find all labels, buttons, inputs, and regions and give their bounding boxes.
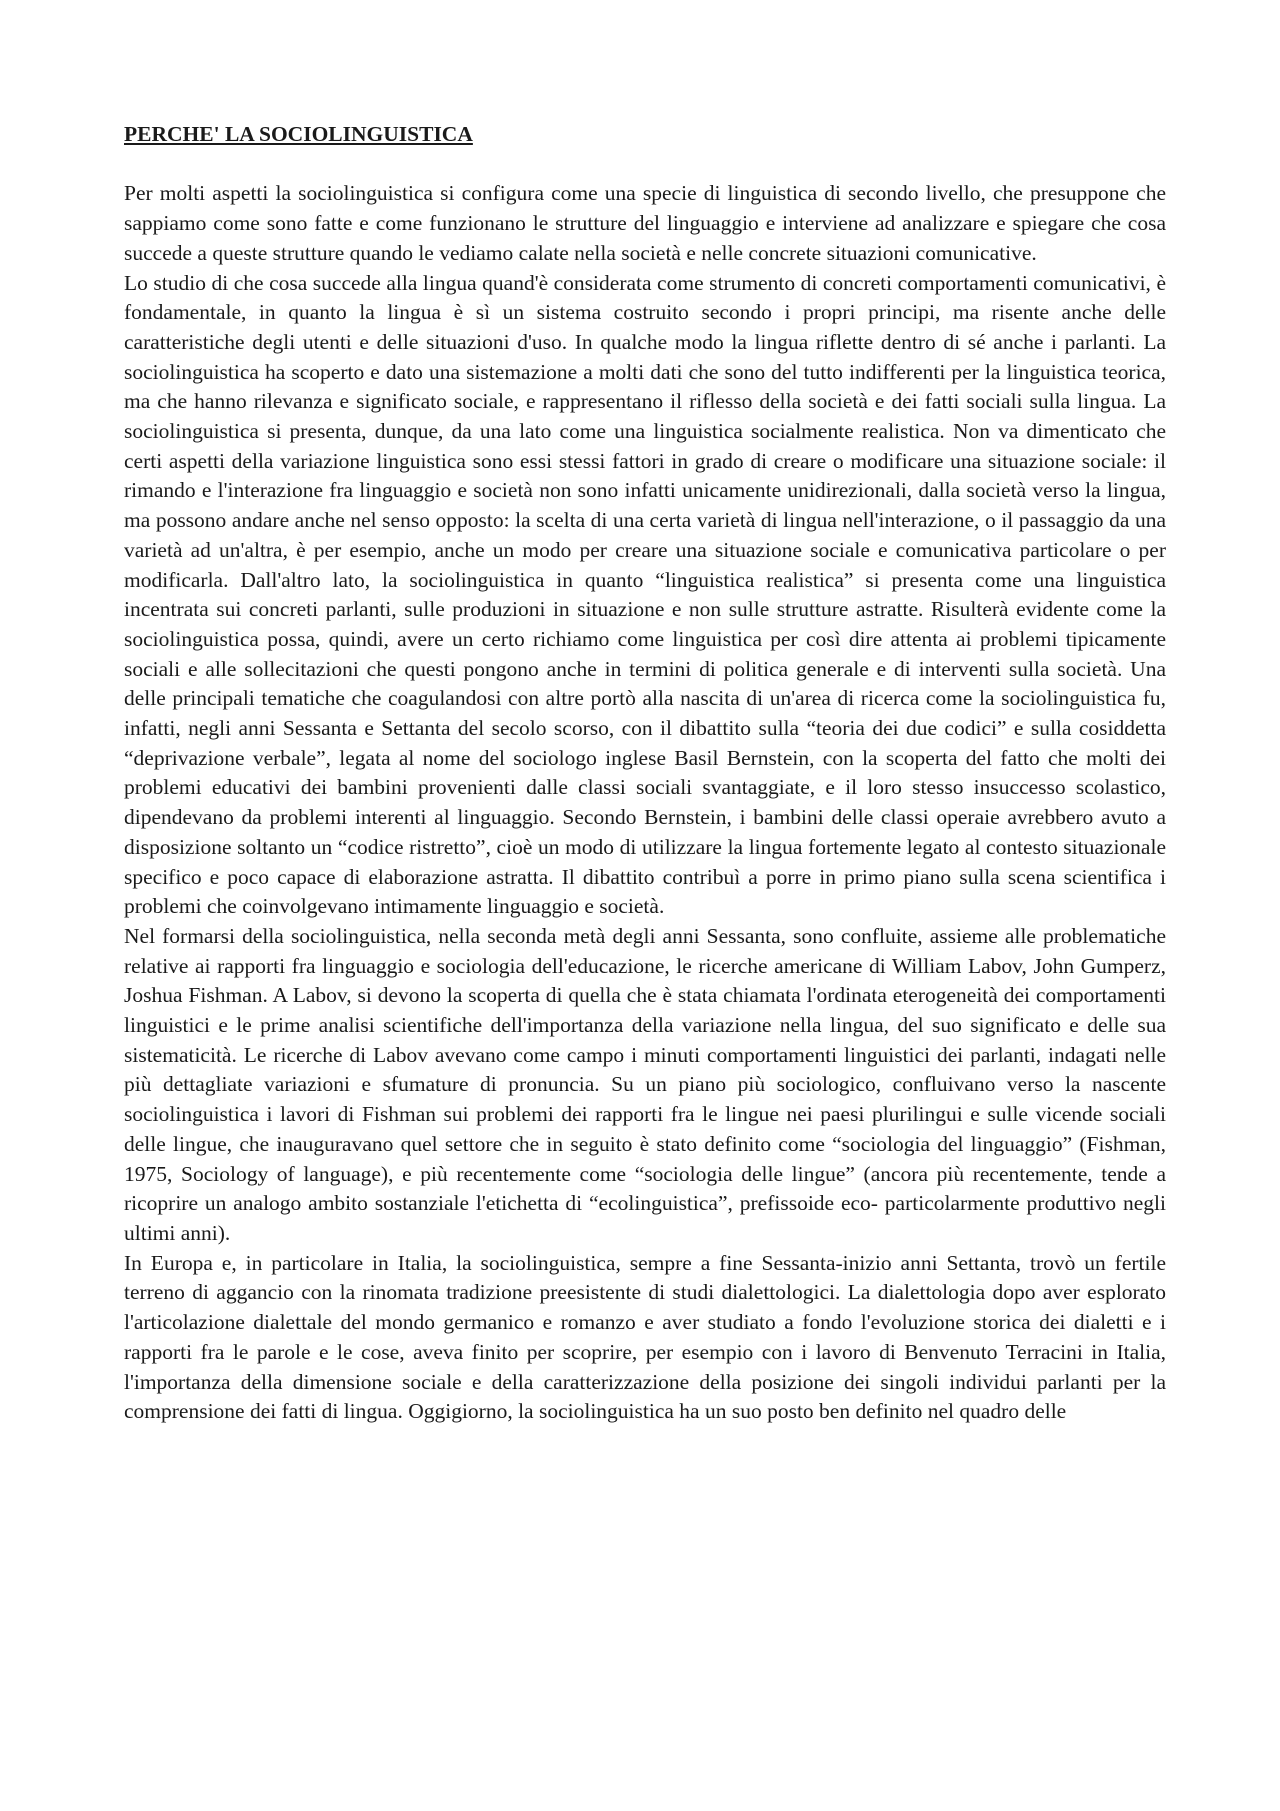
paragraph-2: Lo studio di che cosa succede alla lingua quand'è considerata come strumento di concreti comportamenti comunicativi, è fondamentale, in quanto la lingua è sì un sistema costruito secondo i propri principi, ma risente anche delle caratteristiche degli utenti e delle situazioni d'uso. In qualche modo la lingua riflette dentro di sé anche i parlanti. La sociolinguistica ha scoperto e dato una sistemazione a molti dati che sono del tutto indifferenti per la linguistica teorica, ma che hanno rilevanza e significato sociale, e rappresentano il riflesso della società e dei fatti sociali sulla lingua. La sociolinguistica si presenta, dunque, da una lato come una linguistica socialmente realistica. Non va dimenticato che certi aspetti della variazione linguistica sono essi stessi fattori in grado di creare o modificare una situazione sociale: il rimando e l'interazione fra linguaggio e società non sono infatti unicamente unidirezionali, dalla società verso la lingua, ma possono andare anche nel senso opposto: la scelta di una certa varietà di lingua nell'interazione, o il passaggio da una varietà ad un'altra, è per esempio, anche un modo per creare una situazione sociale e comunicativa particolare o per modificarla. Dall'altro lato, la sociolinguistica in quanto “linguistica realistica” si presenta come una linguistica incentrata sui concreti parlanti, sulle produzioni in situazione e non sulle strutture astratte. Risulterà evidente come la sociolinguistica possa, quindi, avere un certo richiamo come linguistica per così dire attenta ai problemi tipicamente sociali e alle sollecitazioni che questi pongono anche in termini di politica generale e di interventi sulla società. Una delle principali tematiche che coagulandosi con altre portò alla nascita di un'area di ricerca come la sociolinguistica fu, infatti, negli anni Sessanta e Settanta del secolo scorso, con il dibattito sulla “teoria dei due codici” e sulla cosiddetta “deprivazione verbale”, legata al nome del sociologo inglese Basil Bernstein, con la scoperta del fatto che molti dei problemi educativi dei bambini provenienti dalle classi sociali svantaggiate, e il loro stesso insuccesso scolastico, dipendevano da problemi interenti al linguaggio. Secondo Bernstein, i bambini delle classi operaie avrebbero avuto a disposizione soltanto un “codice ristretto”, cioè un modo di utilizzare la lingua fortemente legato al contesto situazionale specifico e poco capace di elaborazione astratta. Il dibattito contribuì a porre in primo piano sulla scena scientifica i problemi che coinvolgevano intimamente linguaggio e società. [124, 270, 1166, 919]
document-title: PERCHE' LA SOCIOLINGUISTICA [124, 122, 473, 146]
paragraph-4: In Europa e, in particolare in Italia, la sociolinguistica, sempre a fine Sessanta-inizio anni Settanta, trovò un fertile terreno di aggancio con la rinomata tradizione preesistente di studi dialettologici. La dialettologia dopo aver esplorato l'articolazione dialettale del mondo germanico e romanzo e aver studiato a fondo l'evoluzione storica dei dialetti e i rapporti fra le parole e le cose, aveva finito per scoprire, per esempio con i lavoro di Benvenuto Terracini in Italia, l'importanza della dimensione sociale e della caratterizzazione della posizione dei singoli individui parlanti per la comprensione dei fatti di lingua. Oggigiorno, la sociolinguistica ha un suo posto ben definito nel quadro delle [124, 1250, 1166, 1424]
paragraph-3: Nel formarsi della sociolinguistica, nella seconda metà degli anni Sessanta, sono confluite, assieme alle problematiche relative ai rapporti fra linguaggio e sociologia dell'educazione, le ricerche americane di William Labov, John Gumperz, Joshua Fishman. A Labov, si devono la scoperta di quella che è stata chiamata l'ordinata eterogeneità dei comportamenti linguistici e le prime analisi scientifiche dell'importanza della variazione nella lingua, del suo significato e delle sua sistematicità. Le ricerche di Labov avevano come campo i minuti comportamenti linguistici dei parlanti, indagati nelle più dettagliate variazioni e sfumature di pronuncia. Su un piano più sociologico, confluivano verso la nascente sociolinguistica i lavori di Fishman sui problemi dei rapporti fra le lingue nei paesi plurilingui e sulle vicende sociali delle lingue, che inauguravano quel settore che in seguito è stato definito come “sociologia del linguaggio” (Fishman, 1975, Sociology of language), e più recentemente come “sociologia delle lingue” (ancora più recentemente, tende a ricoprire un analogo ambito sostanziale l'etichetta di “ecolinguistica”, prefissoide eco- particolarmente produttivo negli ultimi anni). [124, 923, 1166, 1245]
paragraph-1: Per molti aspetti la sociolinguistica si configura come una specie di linguistica di secondo livello, che presuppone che sappiamo come sono fatte e come funzionano le strutture del linguaggio e interviene ad analizzare e spiegare che cosa succede a queste strutture quando le vediamo calate nella società e nelle concrete situazioni comunicative. [124, 181, 1166, 265]
document-page [124, 120, 1166, 1427]
